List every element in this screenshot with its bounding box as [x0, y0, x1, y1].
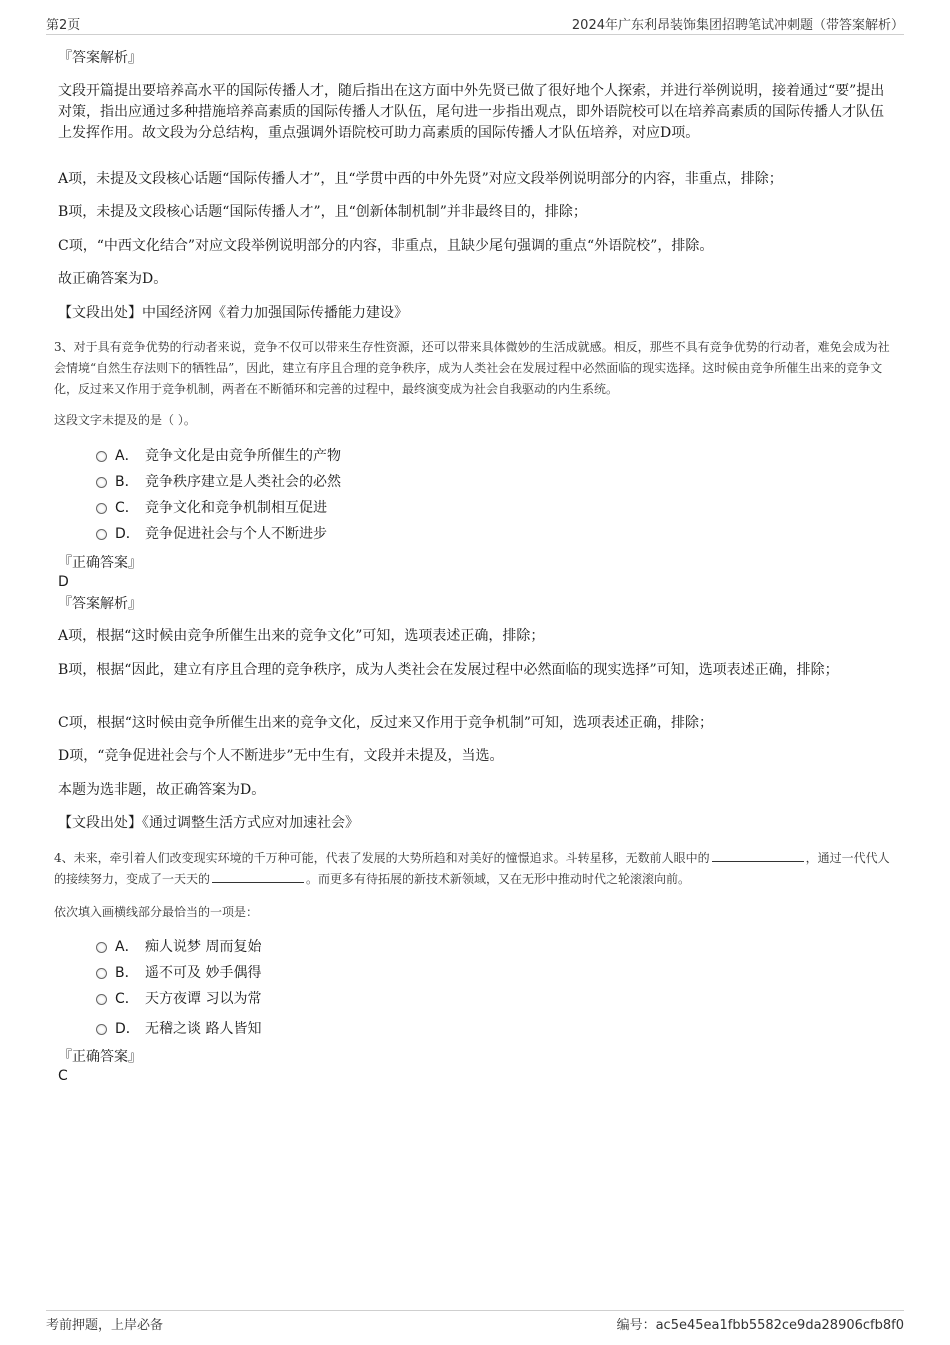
q3-conclusion: 本题为选非题，故正确答案为D。: [58, 782, 266, 798]
fill-blank-1: [712, 849, 804, 862]
q4-option-b[interactable]: B． 遥不可及 妙手偶得: [96, 963, 261, 983]
radio-icon[interactable]: [96, 529, 107, 540]
document-title: 2024年广东利昂装饰集团招聘笔试冲刺题（带答案解析）: [571, 18, 904, 33]
q3-answer-label: 『正确答案』: [58, 555, 142, 571]
page-number: 第2页: [46, 18, 81, 33]
radio-icon[interactable]: [96, 477, 107, 488]
fill-blank-2: [212, 870, 304, 883]
q3-option-b[interactable]: B． 竞争秩序建立是人类社会的必然: [96, 472, 341, 492]
radio-icon[interactable]: [96, 968, 107, 979]
q3-answer: D: [58, 574, 69, 590]
q2-option-c-analysis: C项，“中西文化结合”对应文段举例说明部分的内容，非重点，且缺少尾句强调的重点“外语院校”，排除。: [58, 238, 714, 254]
q3-stem: 3、对于具有竞争优势的行动者来说，竞争不仅可以带来生存性资源，还可以带来具体微妙的生活成就感。相反，那些不具有竞争优势的行动者，难免会成为社会情境“自然生存法则下的牺牲品”，因此，建立有序且合理的竞争秩序，成为人类社会在发展过程中必然面临的现实选择。这时候由竞争所催生出来的竞争文化，反过来又作用于竞争机制，两者在不断循环和完善的过程中，最终演变成为社会自我驱动的内生系统。: [54, 340, 890, 396]
q2-conclusion: 故正确答案为D。: [58, 271, 168, 287]
q3-prompt: 这段文字未提及的是（ ）。: [54, 413, 196, 427]
q4-option-c[interactable]: C． 天方夜谭 习以为常: [96, 989, 261, 1009]
radio-icon[interactable]: [96, 451, 107, 462]
q3-option-c[interactable]: C． 竞争文化和竞争机制相互促进: [96, 498, 327, 518]
q3-option-a[interactable]: A． 竞争文化是由竞争所催生的产物: [96, 446, 341, 466]
page-footer: [46, 1310, 904, 1333]
q4-answer-label: 『正确答案』: [58, 1049, 142, 1065]
q3-analysis-label: 『答案解析』: [58, 596, 142, 612]
q4-stem: 4、未来，牵引着人们改变现实环境的千万种可能，代表了发展的大势所趋和对美好的憧憬追求。斗转星移，无数前人眼中的 ，通过一代代人的接续努力，变成了一天天的 。而更多有待拓展的新技术新领域，又在无形中推动时代之轮滚滚向前。: [54, 851, 890, 886]
q3-option-a-analysis: A项，根据“这时候由竞争所催生出来的竞争文化”可知，选项表述正确，排除；: [58, 628, 545, 644]
q4-prompt: 依次填入画横线部分最恰当的一项是：: [54, 905, 259, 919]
q3-option-c-analysis: C项，根据“这时候由竞争所催生出来的竞争文化，反过来又作用于竞争机制”可知，选项表述正确，排除；: [58, 715, 714, 731]
q3-option-d-analysis: D项，“竞争促进社会与个人不断进步”无中生有，文段并未提及，当选。: [58, 748, 504, 764]
q3-option-b-analysis: B项，根据“因此，建立有序且合理的竞争秩序，成为人类社会在发展过程中必然面临的现实选择”可知，选项表述正确，排除；: [58, 662, 839, 678]
radio-icon[interactable]: [96, 994, 107, 1005]
q3-source: 【文段出处】《通过调整生活方式应对加速社会》: [58, 815, 359, 831]
footer-slogan: 考前押题，上岸必备: [46, 1318, 164, 1333]
q2-analysis-label: 『答案解析』: [58, 50, 142, 66]
q3-option-d[interactable]: D． 竞争促进社会与个人不断进步: [96, 524, 327, 544]
q4-option-d[interactable]: D． 无稽之谈 路人皆知: [96, 1019, 261, 1039]
radio-icon[interactable]: [96, 942, 107, 953]
document-id: 编号：ac5e45ea1fbb5582ce9da28906cfb8f0: [616, 1318, 904, 1333]
q2-source: 【文段出处】中国经济网《着力加强国际传播能力建设》: [58, 305, 408, 321]
radio-icon[interactable]: [96, 503, 107, 514]
q2-analysis-text: 文段开篇提出要培养高水平的国际传播人才，随后指出在这方面中外先贤已做了很好地个人探索，并进行举例说明，接着通过“要”提出对策，指出应通过多种措施培养高素质的国际传播人才队伍，尾句进一步指出观点，即外语院校可以在培养高素质的国际传播人才队伍上发挥作用。故文段为分总结构，重点强调外语院校可助力高素质的国际传播人才队伍培养，对应D项。: [58, 83, 885, 141]
q2-option-b-analysis: B项，未提及文段核心话题“国际传播人才”，且“创新体制机制”并非最终目的，排除；: [58, 204, 587, 220]
radio-icon[interactable]: [96, 1024, 107, 1035]
q4-answer: C: [58, 1068, 68, 1084]
q4-option-a[interactable]: A． 痴人说梦 周而复始: [96, 937, 261, 957]
page-header: [46, 14, 904, 35]
q2-option-a-analysis: A项，未提及文段核心话题“国际传播人才”，且“学贯中西的中外先贤”对应文段举例说明部分的内容，非重点，排除；: [58, 171, 783, 187]
